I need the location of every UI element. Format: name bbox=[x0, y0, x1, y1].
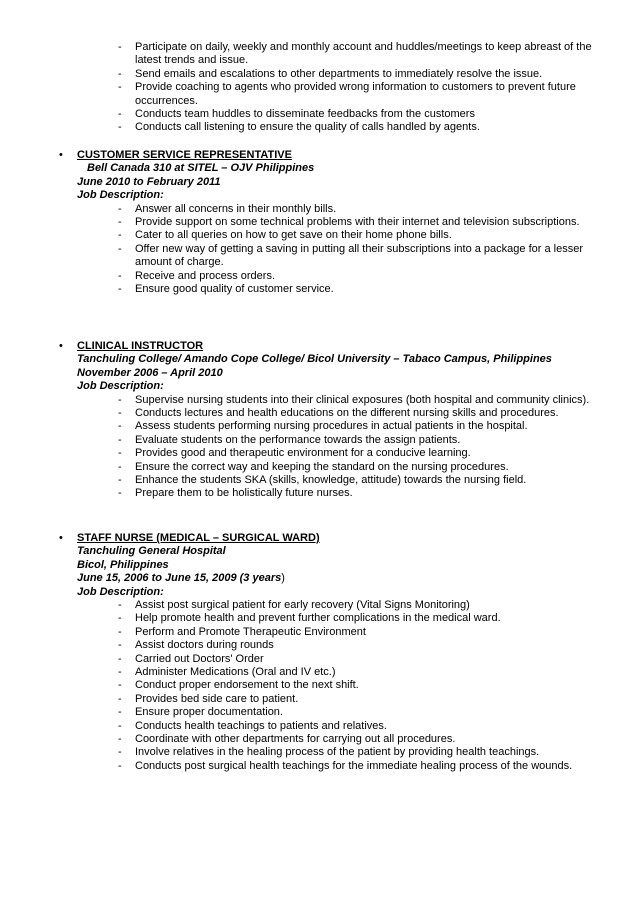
list-item: - Administer Medications (Oral and IV etc.) bbox=[0, 666, 638, 679]
list-item: - Evaluate students on the performance towards the assign patients. bbox=[0, 434, 638, 447]
list-item: - Supervise nursing students into their clinical exposures (both hospital and community clinics). bbox=[0, 394, 638, 407]
list-item: - Ensure the correct way and keeping the standard on the nursing procedures. bbox=[0, 461, 638, 474]
list-item: - Conduct proper endorsement to the next shift. bbox=[0, 679, 638, 692]
job-title: CUSTOMER SERVICE REPRESENTATIVE bbox=[77, 149, 292, 161]
ci-task-list bbox=[0, 394, 638, 501]
job-description-label: Job Description: bbox=[77, 189, 164, 202]
list-item: - Provide support on some technical problems with their internet and television subscriptions. bbox=[0, 216, 638, 229]
list-item: - Help promote health and prevent further complications in the medical ward. bbox=[0, 612, 638, 625]
job-description-label: Job Description: bbox=[77, 380, 164, 393]
list-item: - Perform and Promote Therapeutic Environment bbox=[0, 626, 638, 639]
date-range: June 2010 to February 2011 bbox=[77, 175, 221, 188]
company-name: Bell Canada 310 at SITEL – OJV Philippines bbox=[87, 162, 315, 175]
list-item: - Prepare them to be holistically future nurses. bbox=[0, 487, 638, 500]
ci-section bbox=[0, 340, 638, 501]
list-item: - Conducts call listening to ensure the quality of calls handled by agents. bbox=[0, 121, 638, 134]
list-item: - Enhance the students SKA (skills, knowledge, attitude) towards the nursing field. bbox=[0, 474, 638, 487]
sn-section bbox=[0, 532, 638, 773]
csr-section bbox=[0, 149, 638, 296]
list-item: - Provides good and therapeutic environment for a conducive learning. bbox=[0, 447, 638, 460]
date-range-text: June 15, 2006 to June 15, 2009 (3 years bbox=[77, 572, 282, 585]
list-item: - Conducts lectures and health educations on the different nursing skills and procedures. bbox=[0, 407, 638, 420]
date-range bbox=[0, 572, 638, 585]
location: Bicol, Philippines bbox=[77, 558, 169, 571]
bullet-icon: • bbox=[59, 532, 63, 544]
date-range-close: ) bbox=[281, 572, 285, 585]
bullet-icon: • bbox=[59, 149, 63, 161]
list-item: - Assist post surgical patient for early recovery (Vital Signs Monitoring) bbox=[0, 599, 638, 612]
bullet-icon: • bbox=[59, 340, 63, 352]
list-item: - Coordinate with other departments for carrying out all procedures. bbox=[0, 733, 638, 746]
job-title: STAFF NURSE (MEDICAL – SURGICAL WARD) bbox=[77, 532, 320, 544]
list-item: - Offer new way of getting a saving in putting all their subscriptions into a package for a lesser amount of charge. bbox=[0, 243, 638, 270]
list-item: - Involve relatives in the healing process of the patient by providing health teachings. bbox=[0, 746, 638, 759]
list-item: - Ensure proper documentation. bbox=[0, 706, 638, 719]
date-range: November 2006 – April 2010 bbox=[77, 366, 223, 379]
intro-task-list bbox=[0, 41, 638, 135]
list-item: - Participate on daily, weekly and monthly account and huddles/meetings to keep abreast of the latest trends and issue. bbox=[0, 41, 638, 68]
list-item: - Provides bed side care to patient. bbox=[0, 693, 638, 706]
list-item: - Assess students performing nursing procedures in actual patients in the hospital. bbox=[0, 420, 638, 433]
list-item: - Cater to all queries on how to get save on their home phone bills. bbox=[0, 229, 638, 242]
list-item: - Assist doctors during rounds bbox=[0, 639, 638, 652]
job-description-label: Job Description: bbox=[77, 585, 164, 598]
list-item: - Answer all concerns in their monthly bills. bbox=[0, 203, 638, 216]
csr-task-list bbox=[0, 203, 638, 297]
list-item: - Ensure good quality of customer service. bbox=[0, 283, 638, 296]
list-item: - Receive and process orders. bbox=[0, 270, 638, 283]
job-title: CLINICAL INSTRUCTOR bbox=[77, 340, 204, 352]
sn-task-list bbox=[0, 599, 638, 773]
list-item: - Provide coaching to agents who provided wrong information to customers to prevent future occurrences. bbox=[0, 81, 638, 108]
company-name: Tanchuling General Hospital bbox=[77, 545, 226, 558]
list-item: - Conducts health teachings to patients and relatives. bbox=[0, 720, 638, 733]
company-name: Tanchuling College/ Amando Cope College/ Bicol University – Tabaco Campus, Philippines bbox=[77, 353, 552, 366]
list-item: - Carried out Doctors' Order bbox=[0, 653, 638, 666]
list-item: - Conducts team huddles to disseminate feedbacks from the customers bbox=[0, 108, 638, 121]
list-item: - Send emails and escalations to other departments to immediately resolve the issue. bbox=[0, 68, 638, 81]
list-item: - Conducts post surgical health teachings for the immediate healing process of the wounds. bbox=[0, 760, 638, 773]
